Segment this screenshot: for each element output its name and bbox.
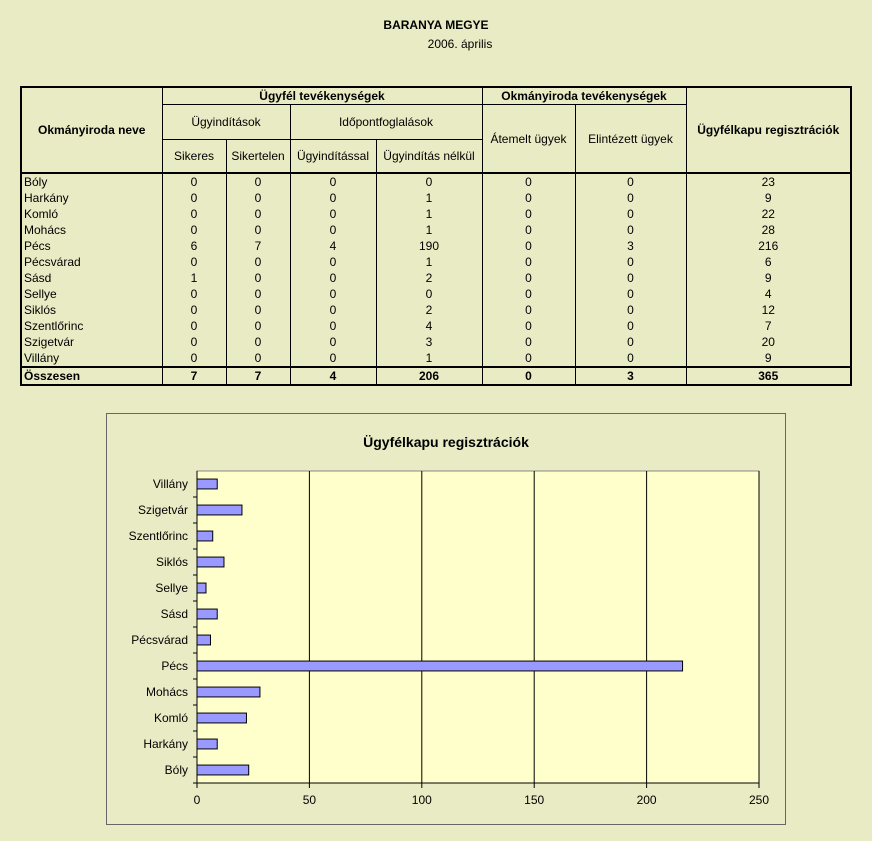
cell-office-name: Mohács [21,222,162,238]
cell-with-init: 0 [290,190,376,206]
cell-ugyfelkapu: 9 [686,350,851,367]
cell-transferred: 0 [482,190,575,206]
cell-settled: 0 [575,173,686,190]
y-tick-label: Harkány [143,737,188,751]
cell-success: 0 [162,190,226,206]
cell-transferred: 0 [482,286,575,302]
cell-ugyfelkapu: 23 [686,173,851,190]
cell-transferred: 0 [482,238,575,254]
x-tick-label: 50 [302,793,317,807]
bar [197,739,217,749]
cell-with-init: 0 [290,270,376,286]
bar [197,531,213,541]
y-tick-label: Siklós [155,555,188,569]
cell-with-init: 0 [290,222,376,238]
cell-office-name: Szigetvár [21,334,162,350]
x-tick-label: 0 [193,793,201,807]
cell-fail: 0 [226,206,290,222]
header-office-name: Okmányiroda neve [21,87,162,173]
cell-settled: 0 [575,334,686,350]
cell-without-init: 1 [376,190,482,206]
cell-without-init: 3 [376,334,482,350]
cell-without-init: 4 [376,318,482,334]
total-office-name: Összesen [21,367,162,385]
cell-office-name: Pécsvárad [21,254,162,270]
data-table [20,86,852,386]
cell-transferred: 0 [482,206,575,222]
cell-settled: 0 [575,286,686,302]
cell-success: 0 [162,254,226,270]
y-tick-label: Sellye [155,581,188,595]
bar [197,713,246,723]
bar [197,765,249,775]
x-tick-label: 100 [411,793,432,807]
cell-fail: 7 [226,238,290,254]
cell-office-name: Villány [21,350,162,367]
total-ugyfelkapu: 365 [686,367,851,385]
header-appointments: Időpontfoglalások [290,105,482,140]
cell-transferred: 0 [482,222,575,238]
header-success: Sikeres [162,140,226,174]
cell-with-init: 0 [290,302,376,318]
plot-area [197,471,759,783]
table-row [21,206,851,222]
table-row [21,350,851,367]
cell-settled: 0 [575,190,686,206]
y-tick-label: Pécs [161,659,188,673]
cell-fail: 0 [226,286,290,302]
y-tick-label: Bóly [164,763,188,777]
cell-fail: 0 [226,254,290,270]
x-tick-label: 150 [524,793,545,807]
cell-ugyfelkapu: 12 [686,302,851,318]
cell-transferred: 0 [482,318,575,334]
cell-transferred: 0 [482,350,575,367]
cell-fail: 0 [226,350,290,367]
cell-with-init: 4 [290,238,376,254]
header-ugyfelkapu: Ügyfélkapu regisztrációk [686,87,851,173]
chart-container [106,413,786,825]
total-without-init: 206 [376,367,482,385]
header-with-init: Ügyindítással [290,140,376,174]
bar [197,687,260,697]
y-tick-label: Mohács [145,685,188,699]
cell-without-init: 0 [376,286,482,302]
cell-transferred: 0 [482,334,575,350]
cell-office-name: Sellye [21,286,162,302]
bar [197,505,242,515]
cell-office-name: Bóly [21,173,162,190]
x-tick-label: 250 [748,793,770,807]
header-settled: Elintézett ügyek [575,105,686,174]
cell-settled: 0 [575,206,686,222]
cell-success: 0 [162,286,226,302]
cell-transferred: 0 [482,270,575,286]
cell-success: 0 [162,350,226,367]
cell-ugyfelkapu: 22 [686,206,851,222]
cell-without-init: 190 [376,238,482,254]
cell-transferred: 0 [482,254,575,270]
cell-office-name: Komló [21,206,162,222]
cell-settled: 3 [575,238,686,254]
cell-with-init: 0 [290,318,376,334]
y-tick-label: Szentlőrinc [128,529,188,543]
cell-without-init: 1 [376,350,482,367]
y-tick-label: Pécsvárad [131,633,188,647]
total-success: 7 [162,367,226,385]
page-subtitle: 2006. április [427,37,493,51]
total-fail: 7 [226,367,290,385]
header-without-init: Ügyindítás nélkül [376,140,482,174]
total-row [21,367,851,385]
chart-title: Ügyfélkapu regisztrációk [363,434,529,450]
cell-fail: 0 [226,190,290,206]
y-tick-label: Komló [153,711,188,725]
cell-fail: 0 [226,173,290,190]
cell-success: 1 [162,270,226,286]
cell-with-init: 0 [290,350,376,367]
cell-success: 0 [162,302,226,318]
bar [197,479,217,489]
cell-settled: 0 [575,318,686,334]
cell-success: 0 [162,173,226,190]
cell-without-init: 1 [376,254,482,270]
cell-settled: 0 [575,254,686,270]
cell-ugyfelkapu: 7 [686,318,851,334]
header-transferred: Átemelt ügyek [482,105,575,174]
bar [197,661,683,671]
cell-ugyfelkapu: 28 [686,222,851,238]
cell-with-init: 0 [290,334,376,350]
cell-fail: 0 [226,302,290,318]
cell-settled: 0 [575,222,686,238]
total-transferred: 0 [482,367,575,385]
cell-with-init: 0 [290,286,376,302]
y-tick-label: Sásd [160,607,188,621]
total-with-init: 4 [290,367,376,385]
cell-fail: 0 [226,318,290,334]
total-settled: 3 [575,367,686,385]
table-row [21,302,851,318]
table-row [21,222,851,238]
cell-success: 0 [162,318,226,334]
cell-fail: 0 [226,222,290,238]
cell-office-name: Pécs [21,238,162,254]
bar [197,609,217,619]
bar [197,635,210,645]
cell-office-name: Harkány [21,190,162,206]
cell-transferred: 0 [482,302,575,318]
cell-ugyfelkapu: 9 [686,270,851,286]
header-initiations: Ügyindítások [162,105,290,140]
cell-without-init: 1 [376,206,482,222]
cell-transferred: 0 [482,173,575,190]
cell-settled: 0 [575,270,686,286]
table-row [21,334,851,350]
cell-without-init: 2 [376,270,482,286]
x-tick-label: 200 [636,793,657,807]
cell-without-init: 0 [376,173,482,190]
cell-with-init: 0 [290,206,376,222]
cell-success: 0 [162,206,226,222]
cell-fail: 0 [226,334,290,350]
cell-without-init: 1 [376,222,482,238]
cell-success: 0 [162,222,226,238]
cell-success: 6 [162,238,226,254]
bar-chart [107,414,785,824]
cell-ugyfelkapu: 9 [686,190,851,206]
table-row [21,318,851,334]
cell-without-init: 2 [376,302,482,318]
cell-office-name: Szentlőrinc [21,318,162,334]
cell-ugyfelkapu: 4 [686,286,851,302]
table-row [21,286,851,302]
header-client-activities: Ügyfél tevékenységek [162,87,482,105]
header-fail: Sikertelen [226,140,290,174]
cell-with-init: 0 [290,173,376,190]
cell-office-name: Siklós [21,302,162,318]
page-title: BARANYA MEGYE [383,18,489,32]
cell-success: 0 [162,334,226,350]
y-tick-label: Villány [152,477,188,491]
table-row [21,190,851,206]
header-office-activities: Okmányiroda tevékenységek [482,87,686,105]
bar [197,583,206,593]
cell-ugyfelkapu: 216 [686,238,851,254]
cell-fail: 0 [226,270,290,286]
cell-ugyfelkapu: 20 [686,334,851,350]
table-row [21,173,851,190]
table-row [21,238,851,254]
table-row [21,254,851,270]
y-tick-label: Szigetvár [137,503,188,517]
cell-office-name: Sásd [21,270,162,286]
cell-settled: 0 [575,350,686,367]
table-row [21,270,851,286]
bar [197,557,224,567]
cell-settled: 0 [575,302,686,318]
cell-with-init: 0 [290,254,376,270]
cell-ugyfelkapu: 6 [686,254,851,270]
